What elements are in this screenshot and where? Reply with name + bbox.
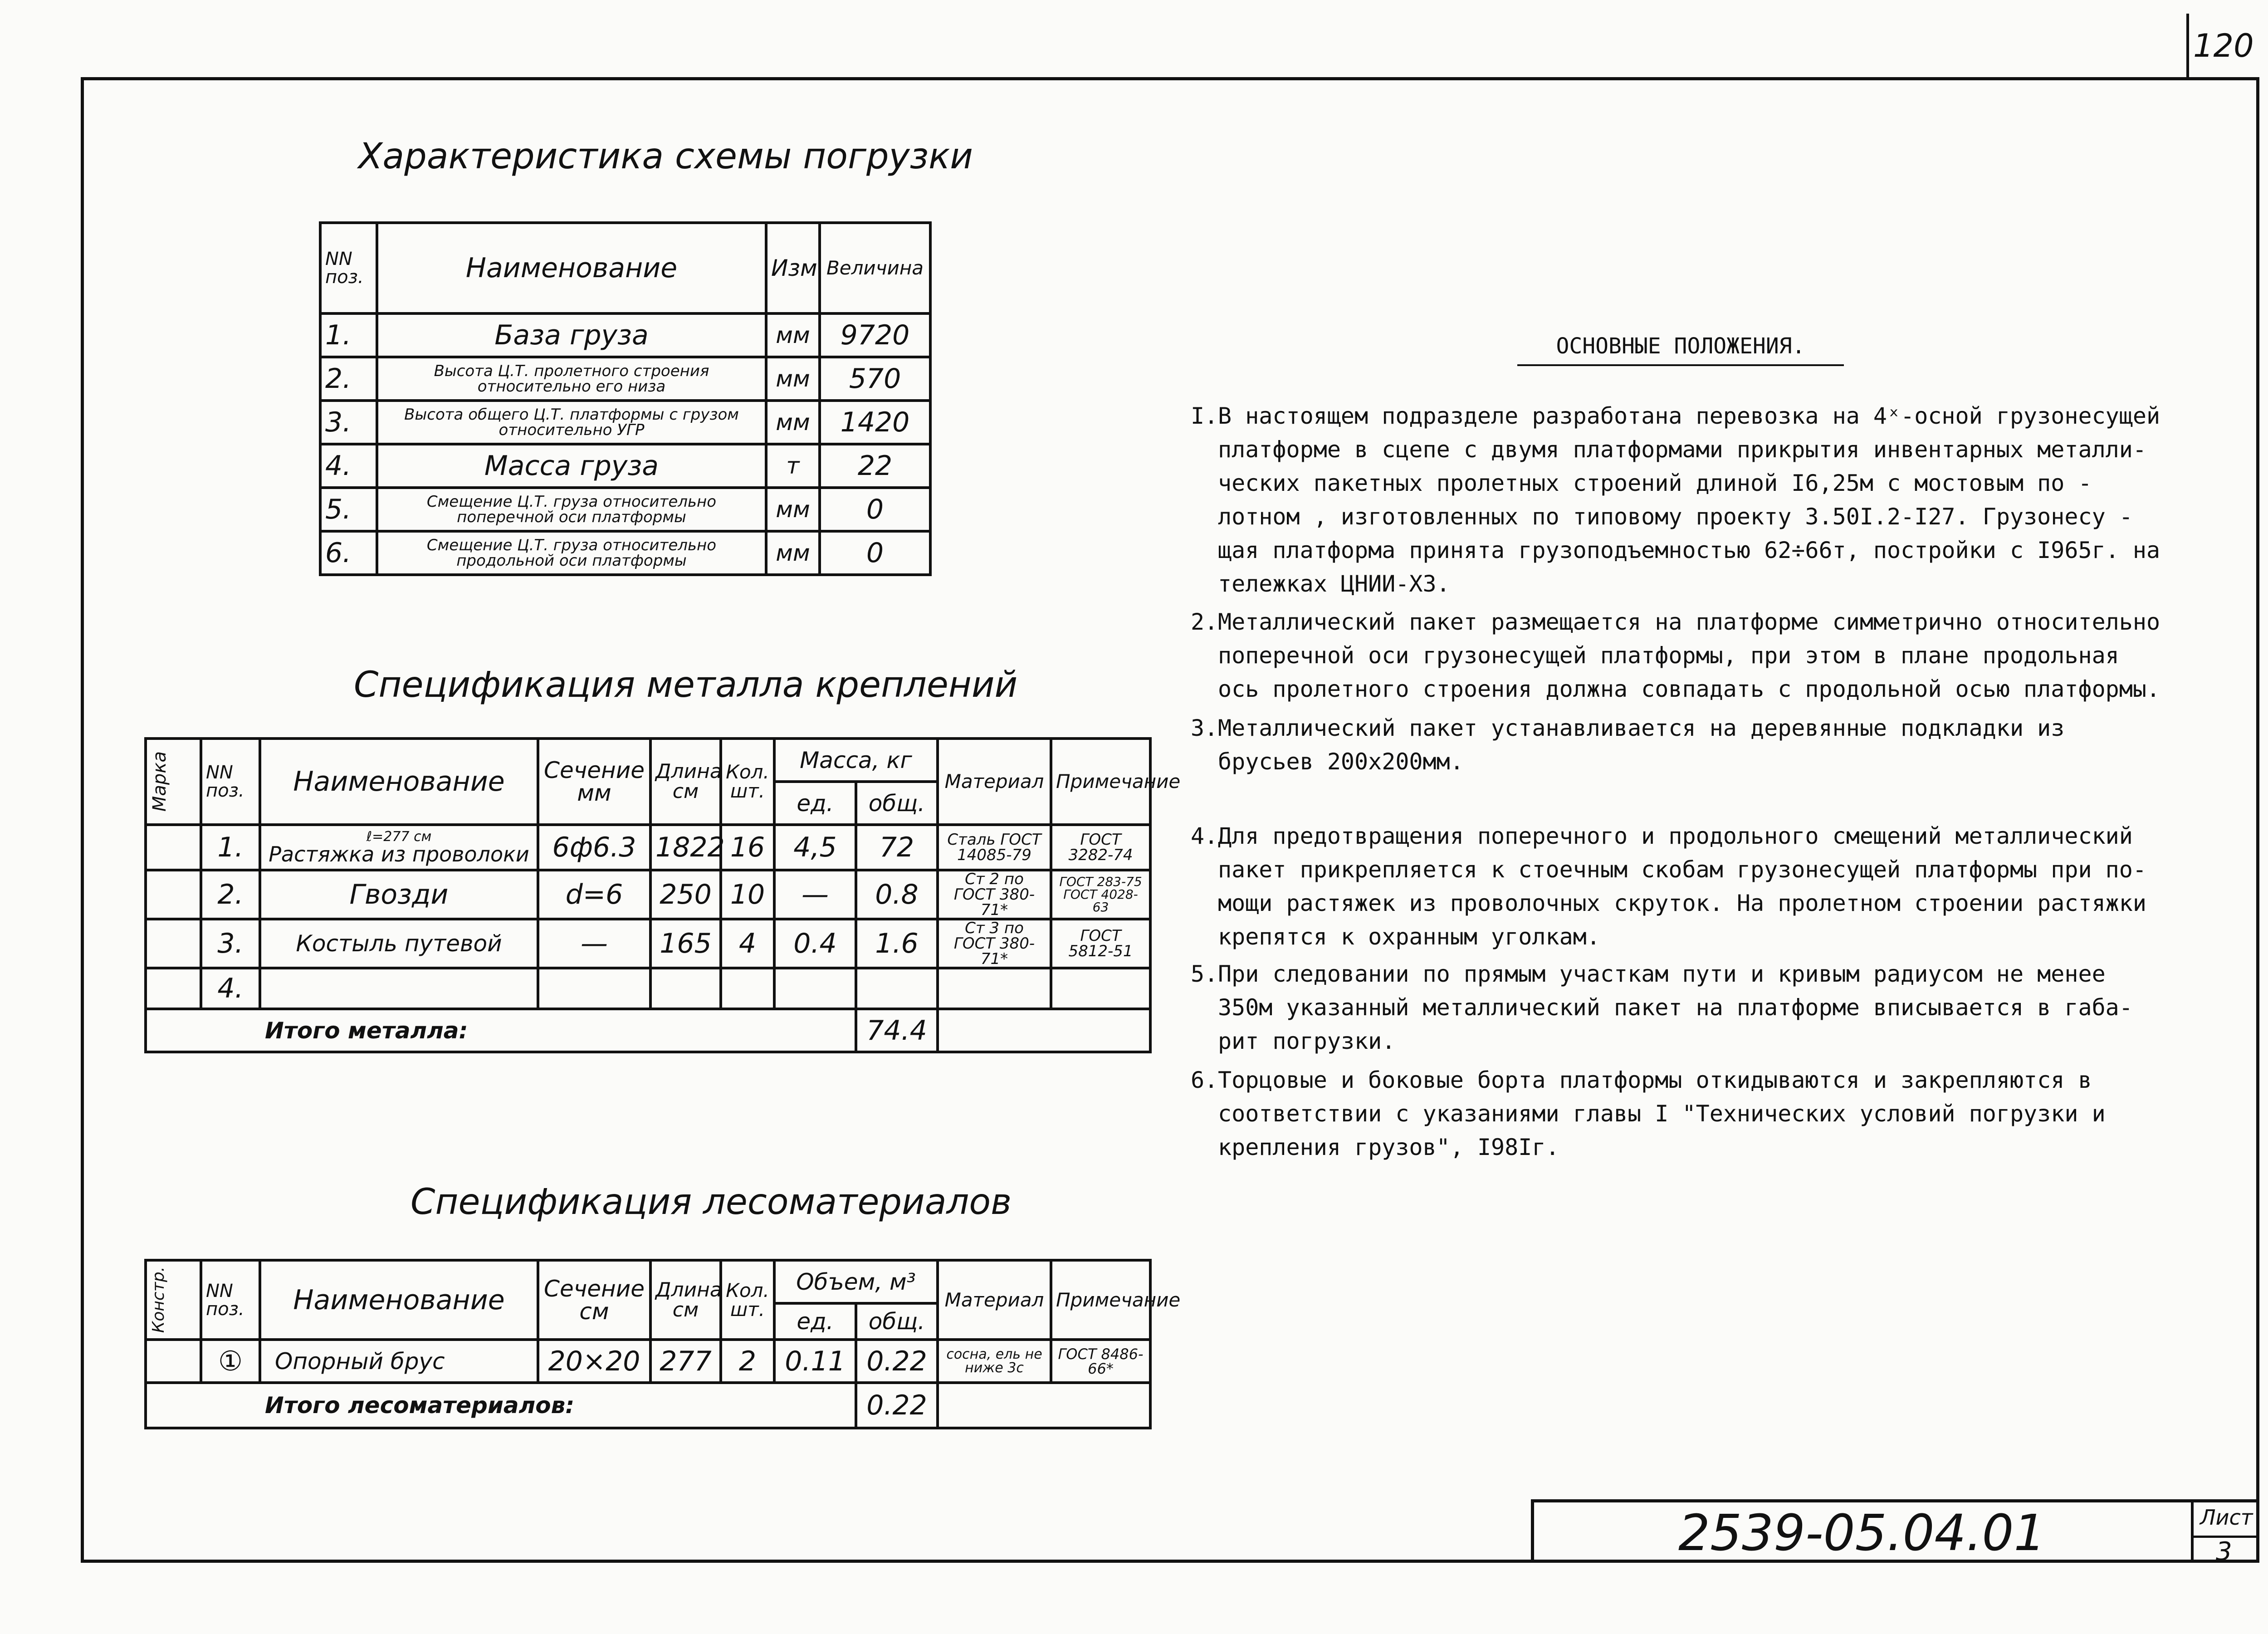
- row-material: Ст 2 по ГОСТ 380-71*: [938, 870, 1051, 919]
- table3-title: Спецификация лесоматериалов: [411, 1182, 1012, 1223]
- header-mass-total: общ.: [856, 782, 938, 825]
- row-name: Масса груза: [377, 444, 766, 488]
- header-num: NN поз.: [320, 223, 377, 313]
- header-num: NN поз.: [201, 1260, 260, 1340]
- header-note: Примечание: [1051, 739, 1150, 825]
- row-num: 4.: [201, 968, 260, 1009]
- table-row: [320, 401, 930, 444]
- row-qty: 4: [721, 919, 774, 968]
- row-num: 3.: [201, 919, 260, 968]
- para-line: крепятся к охранным уголкам.: [1218, 924, 1600, 950]
- para-line: ческих пакетных пролетных строений длиной I6,25м с мостовым по -: [1218, 470, 2092, 496]
- table2-title: Спецификация металла креплений: [354, 665, 1018, 705]
- row-vol-total: 0.22: [856, 1340, 938, 1383]
- row-note: ГОСТ 3282-74: [1051, 825, 1150, 870]
- row-note: ГОСТ 283-75 ГОСТ 4028-63: [1051, 870, 1150, 919]
- header-vol-unit: ед.: [774, 1303, 856, 1340]
- row-value: 0: [820, 488, 930, 531]
- para-line: 5.При следовании по прямым участкам пути и кривым радиусом не менее: [1191, 957, 2211, 991]
- table-row: [320, 313, 930, 357]
- metal-spec-table: [144, 737, 1181, 1053]
- para-num: I.: [1191, 403, 1218, 429]
- para-line: щая платформа принята грузоподъемностью 62÷66т, постройки с I965г. на: [1218, 537, 2160, 563]
- row-value: 9720: [820, 313, 930, 357]
- row-mass-unit: 0.4: [774, 919, 856, 968]
- row-num: 5.: [320, 488, 377, 531]
- row-section: 6ф6.3: [538, 825, 650, 870]
- para-num: 3.: [1191, 715, 1218, 741]
- header-note: Примечание: [1051, 1260, 1150, 1340]
- paragraph-5: [1191, 957, 2211, 1058]
- header-length: Длина см: [650, 1260, 721, 1340]
- row-name-text: Растяжка из проволоки: [269, 842, 529, 866]
- header-constr: Констр.: [146, 1260, 201, 1340]
- table-row: [320, 531, 930, 575]
- row-name: [260, 968, 538, 1009]
- para-line: брусьев 200х200мм.: [1218, 749, 1464, 775]
- header-qty: Кол. шт.: [721, 1260, 774, 1340]
- row-length: 250: [650, 870, 721, 919]
- table3-header-row1: [146, 1260, 1150, 1303]
- row-num: ①: [201, 1340, 260, 1383]
- row-name: Опорный брус: [260, 1340, 538, 1383]
- header-qty: Кол. шт.: [721, 739, 774, 825]
- row-mass-total: 1.6: [856, 919, 938, 968]
- row-num: 4.: [320, 444, 377, 488]
- para-line: платформе в сцепе с двумя платформами прикрытия инвентарных металли-: [1218, 436, 2146, 463]
- paragraph-4: [1191, 819, 2211, 954]
- page-number-divider: [2186, 14, 2189, 79]
- table-row: [146, 919, 1150, 968]
- para-num: 5.: [1191, 961, 1218, 987]
- paragraph-2: [1191, 605, 2211, 706]
- page-number: 120: [2193, 27, 2254, 64]
- row-name: [260, 825, 538, 870]
- para-line: 4.Для предотвращения поперечного и продольного смещений металлический: [1191, 819, 2211, 853]
- header-name: Наименование: [377, 223, 766, 313]
- loading-scheme-table: [319, 221, 932, 576]
- row-note: ГОСТ 8486-66*: [1051, 1340, 1150, 1383]
- header-name: Наименование: [260, 739, 538, 825]
- row-unit: мм: [766, 401, 820, 444]
- row-mass-unit: —: [774, 870, 856, 919]
- header-material: Материал: [938, 1260, 1051, 1340]
- row-material: Ст 3 по ГОСТ 380-71*: [938, 919, 1051, 968]
- header-name: Наименование: [260, 1260, 538, 1340]
- para-line: рит погрузки.: [1218, 1028, 1396, 1054]
- row-vol-unit: 0.11: [774, 1340, 856, 1383]
- total-label: Итого металла:: [146, 1009, 856, 1052]
- para-line: 3.Металлический пакет устанавливается на деревянные подкладки из: [1191, 711, 2211, 745]
- row-mark: [146, 968, 201, 1009]
- row-section: —: [538, 919, 650, 968]
- header-mark: Марка: [146, 739, 201, 825]
- paragraph-1: [1191, 399, 2211, 601]
- para-num: 2.: [1191, 609, 1218, 635]
- table-row: [146, 968, 1150, 1009]
- total-value: 74.4: [856, 1009, 938, 1052]
- header-section: Сечение мм: [538, 739, 650, 825]
- total-empty: [938, 1009, 1150, 1052]
- row-num: 1.: [201, 825, 260, 870]
- row-num: 2.: [201, 870, 260, 919]
- table-row: [320, 357, 930, 401]
- header-section: Сечение см: [538, 1260, 650, 1340]
- total-empty: [938, 1383, 1150, 1428]
- header-material: Материал: [938, 739, 1051, 825]
- para-line: 350м указанный металлический пакет на платформе вписывается в габа-: [1218, 994, 2133, 1021]
- row-qty: 10: [721, 870, 774, 919]
- row-name: Костыль путевой: [260, 919, 538, 968]
- row-name: Высота Ц.Т. пролетного строения относительно его низа: [377, 357, 766, 401]
- row-section: 20×20: [538, 1340, 650, 1383]
- row-section: [538, 968, 650, 1009]
- para-line: 2.Металлический пакет размещается на платформе симметрично относительно: [1191, 605, 2211, 639]
- row-mark: [146, 870, 201, 919]
- row-value: 570: [820, 357, 930, 401]
- row-mass-unit: 4,5: [774, 825, 856, 870]
- row-note: [1051, 968, 1150, 1009]
- timber-spec-table: [144, 1259, 1181, 1429]
- row-mass-unit: [774, 968, 856, 1009]
- row-length: [650, 968, 721, 1009]
- row-mark: [146, 919, 201, 968]
- header-value: Величина: [820, 223, 930, 313]
- table-row: [320, 488, 930, 531]
- paragraph-3: [1191, 711, 2211, 778]
- table1-title: Характеристика схемы погрузки: [358, 136, 973, 177]
- row-mass-total: 72: [856, 825, 938, 870]
- row-name-note: ℓ=277 см: [366, 829, 432, 845]
- paragraph-6: [1191, 1063, 2211, 1164]
- row-section: d=6: [538, 870, 650, 919]
- row-length: 165: [650, 919, 721, 968]
- row-qty: 16: [721, 825, 774, 870]
- para-num: 6.: [1191, 1067, 1218, 1093]
- row-material: [938, 968, 1051, 1009]
- row-num: 6.: [320, 531, 377, 575]
- row-length: 1822: [650, 825, 721, 870]
- header-length: Длина см: [650, 739, 721, 825]
- para-line: соответствии с указаниями главы I "Технических условий погрузки и: [1218, 1101, 2106, 1127]
- row-note: ГОСТ 5812-51: [1051, 919, 1150, 968]
- sheet-number: 3: [2216, 1537, 2232, 1566]
- table-row: [146, 870, 1150, 919]
- sheet-label: Лист: [2200, 1505, 2253, 1530]
- row-unit: мм: [766, 313, 820, 357]
- row-value: 0: [820, 531, 930, 575]
- row-num: 3.: [320, 401, 377, 444]
- row-num: 1.: [320, 313, 377, 357]
- para-line: I.В настоящем подразделе разработана перевозка на 4ˣ-осной грузонесущей: [1191, 399, 2211, 433]
- row-name: База груза: [377, 313, 766, 357]
- row-mark: [146, 825, 201, 870]
- para-line: поперечной оси грузонесущей платформы, при этом в плане продольная: [1218, 642, 2119, 669]
- para-line: тележках ЦНИИ-ХЗ.: [1218, 571, 1450, 597]
- row-constr: [146, 1340, 201, 1383]
- row-unit: мм: [766, 488, 820, 531]
- header-unit: Изм: [766, 223, 820, 313]
- para-line: 6.Торцовые и боковые борта платформы откидываются и закрепляются в: [1191, 1063, 2211, 1097]
- para-line: мощи растяжек из проволочных скруток. На пролетном строении растяжки: [1218, 890, 2146, 916]
- row-material: Сталь ГОСТ 14085-79: [938, 825, 1051, 870]
- header-mass-unit: ед.: [774, 782, 856, 825]
- table2-header-row1: [146, 739, 1150, 782]
- row-value: 1420: [820, 401, 930, 444]
- table1-header: [320, 223, 930, 313]
- row-name: Смещение Ц.Т. груза относительно продольной оси платформы: [377, 531, 766, 575]
- row-qty: [721, 968, 774, 1009]
- row-qty: 2: [721, 1340, 774, 1383]
- row-unit: мм: [766, 531, 820, 575]
- header-vol-total: общ.: [856, 1303, 938, 1340]
- para-line: лотном , изготовленных по типовому проекту 3.50I.2-I27. Грузонесу -: [1218, 504, 2133, 530]
- row-unit: мм: [766, 357, 820, 401]
- row-name: Гвозди: [260, 870, 538, 919]
- para-line: пакет прикрепляется к стоечным скобам грузонесущей платформы при по-: [1218, 856, 2146, 883]
- table2-total-row: [146, 1009, 1150, 1052]
- row-value: 22: [820, 444, 930, 488]
- main-heading: ОСНОВНЫЕ ПОЛОЖЕНИЯ.: [1517, 333, 1844, 366]
- table-row: [146, 825, 1150, 870]
- row-num: 2.: [320, 357, 377, 401]
- row-mass-total: 0.8: [856, 870, 938, 919]
- row-mass-total: [856, 968, 938, 1009]
- row-name: Высота общего Ц.Т. платформы с грузом относительно УГР: [377, 401, 766, 444]
- para-num: 4.: [1191, 823, 1218, 849]
- document-code: 2539-05.04.01: [1678, 1504, 2046, 1562]
- para-line: ось пролетного строения должна совпадать с продольной осью платформы.: [1218, 676, 2160, 702]
- header-mass: Масса, кг: [774, 739, 938, 782]
- header-num: NN поз.: [201, 739, 260, 825]
- total-label: Итого лесоматериалов:: [146, 1383, 856, 1428]
- table-row: [146, 1340, 1150, 1383]
- row-material: сосна, ель не ниже 3с: [938, 1340, 1051, 1383]
- table-row: [320, 444, 930, 488]
- total-value: 0.22: [856, 1383, 938, 1428]
- row-length: 277: [650, 1340, 721, 1383]
- para-line: крепления грузов", I98Iг.: [1218, 1134, 1559, 1160]
- row-name: Смещение Ц.Т. груза относительно поперечной оси платформы: [377, 488, 766, 531]
- header-volume: Объем, м³: [774, 1260, 938, 1303]
- title-block-divider: [2191, 1499, 2194, 1563]
- table3-total-row: [146, 1383, 1150, 1428]
- row-unit: т: [766, 444, 820, 488]
